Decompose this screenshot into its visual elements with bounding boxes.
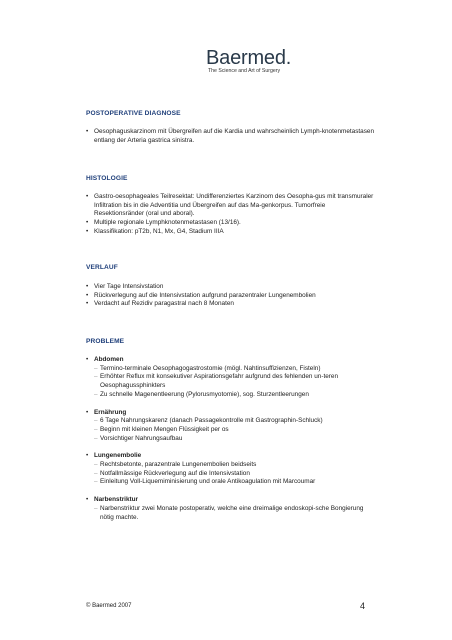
sub-list [94,365,376,400]
page-number: 4 [360,601,366,611]
list-item: – Zu schnelle Magenentleerung (Pylorusmyotomie), sog. Sturzentleerungen [94,391,376,400]
list-item: – Narbenstriktur zwei Monate postoperativ, welche eine dreimalige endoskopi-sche Bongierung nötig machte. [94,505,376,522]
heading-verlauf: VERLAUF [86,264,118,271]
group-title: Abdomen [94,356,124,363]
heading-probleme: PROBLEME [86,338,125,345]
problem-group-abdomen [86,356,376,400]
group-title: Lungenembolie [94,452,142,460]
list-item: • Klassifikation: pT2b, N1, Mx, G4, Stadium IIIA [86,228,376,237]
list-item: – Einleitung Voll-Liquemiminisierung und orale Antikoagulation mit Marcoumar [94,478,376,487]
list-item: – 6 Tage Nahrungskarenz (danach Passagekontrolle mit Gastrographin-Schluck) [94,417,376,426]
list-item: – Notfallmässige Rückverlegung auf die Intensivstation [94,470,376,479]
list-item: • Gastro-oesophageales Teilresektat: Undifferenziertes Karzinom des Oesopha-gus mit transmuraler Infiltration bis in die Adventitia und Übergreifen auf das Ma-genkorpus. Tumorfreie Resektionsränder (oral und aboral). [86,193,376,219]
list-item: – Beginn mit kleinen Mengen Flüssigkeit per os [94,426,376,435]
list-item: – Erhöhter Reflux mit konsekutiver Aspirationsgefahr aufgrund des fehlenden un-teren Oesophagussphinkters [94,373,376,390]
list-item: • Oesophaguskarzinom mit Übergreifen auf die Kardia und wahrscheinlich Lymph-knotenmetastasen entlang der Arteria gastrica sinistra. [86,128,376,145]
list-item: • Verdacht auf Rezidiv paragastral nach 8 Monaten [86,300,376,309]
histologie-list [86,193,376,237]
logo-dot: . [285,47,292,69]
footer-copyright: © Baermed 2007 [86,603,132,609]
sub-list [94,417,376,443]
logo-wordmark [206,47,291,69]
list-item: • Vier Tage Intensivstation [86,283,376,292]
baermed-logo [206,47,291,75]
sub-list [94,505,376,522]
postop-list [86,128,376,145]
probleme-list [86,356,376,531]
group-title: Narbenstriktur [94,496,139,504]
list-item: – Rechtsbetonte, parazentrale Lungenembolien beidseits [94,461,376,470]
heading-histologie: HISTOLOGIE [86,175,128,182]
verlauf-list [86,283,376,309]
list-item: – Vorsichtiger Nahrungsaufbau [94,435,376,444]
list-item: • Rückverlegung auf die Intensivstation aufgrund parazentraler Lungenembolien [86,292,376,301]
list-item: – Termino-terminale Oesophagogastrostomie (mögl. Nahtinsuffizienzen, Fisteln) [94,365,376,374]
list-item: • Multiple regionale Lymphknotenmetastasen (13/16). [86,219,376,228]
problem-group-lungenembolie [86,452,376,487]
logo-name-text: Baermed [206,47,286,69]
group-title: Ernährung [94,408,127,416]
problem-group-ernaehrung [86,409,376,444]
sub-list [94,461,376,487]
heading-postoperative-diagnose: POSTOPERATIVE DIAGNOSE [86,110,181,117]
logo-tagline: The Science and Art of Surgery [208,68,281,74]
problem-group-narbenstriktur [86,496,376,522]
